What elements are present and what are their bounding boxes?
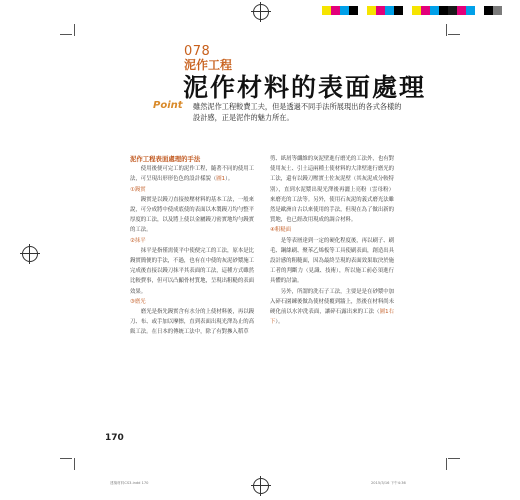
intro-text-end: ）。 xyxy=(225,176,234,183)
color-swatch xyxy=(322,6,331,15)
file-slug: 建築材料CS3.indd 170 xyxy=(110,481,149,485)
paragraph-text-end: ）。 xyxy=(275,319,284,326)
color-swatch xyxy=(367,6,376,15)
color-swatch xyxy=(376,6,385,15)
color-swatch xyxy=(412,6,421,15)
registration-mark-top xyxy=(253,4,269,20)
section-heading: 泥作工程表面處理的手法 xyxy=(130,155,201,163)
subsection-heading: ③磨光 xyxy=(130,298,146,305)
paragraph: 抹平是指僅需使平中使便完工的工法，原本是比鏝實簡便的手法，不過，也有在中使的灰泥砂漿施工完成後直接以鏝刀抹平其表面的工法，這種方式雖然比較費事，但可以凸顯骨材質地，呈現出粗糙的表面效果。 xyxy=(130,247,255,295)
color-swatch xyxy=(421,6,430,15)
paragraph xyxy=(270,287,394,328)
paragraph: 鏝實是以鏝刀直接按壓材料的基本工法，一般來說，可分成將中使成底使的表面以木製鏝刀均勻整平厚度的工法，以及將上使以金屬鏝刀密實地均勻鏝實的工法。 xyxy=(130,196,255,234)
crop-mark xyxy=(60,458,72,459)
color-swatch xyxy=(403,6,412,15)
chapter-category: 泥作工程 xyxy=(184,58,233,72)
paragraph: 磨光是指先鏝實含有水分的上使材料後，再以鏝刀、布、或手加以摩擦，直到表面出現光澤為止的高級工法。在日本的傳統工法中，除了有對摻入稻草 xyxy=(130,309,255,336)
right-column xyxy=(270,154,394,327)
crop-mark xyxy=(446,24,447,36)
color-swatch xyxy=(493,6,502,15)
color-swatch xyxy=(358,6,367,15)
page-number: 170 xyxy=(105,433,124,443)
paragraph: 是等表層達到一定的硬化程度後，再以刷子、刷毛、鋼絲刷、聚苯乙烯板等工具使刷表面，創造出具設計感的粗糙面，因為最終呈現的表面效果取決於施工者的判斷力（見識、技術），所以施工前必須進行具體的討論。 xyxy=(270,237,395,285)
crop-mark xyxy=(448,34,460,35)
color-swatch xyxy=(331,6,340,15)
color-swatch xyxy=(394,6,403,15)
color-swatch xyxy=(466,6,475,15)
color-swatch xyxy=(439,6,448,15)
color-swatch xyxy=(349,6,358,15)
color-swatch xyxy=(340,6,349,15)
color-swatch xyxy=(430,6,439,15)
intro-paragraph xyxy=(130,164,254,184)
crop-mark xyxy=(446,458,447,470)
paragraph-text: 另外，所謂的洗石子工法，主要是是在砂漿中加入碎石園練後做為使材使覆到牆上，然後在材料尚未硬化前以水沖洗表面，讓碎石露出來的工法（ xyxy=(270,288,395,316)
subsection-heading: ①鏝實 xyxy=(130,186,146,193)
color-swatch xyxy=(475,6,484,15)
left-column xyxy=(130,154,254,338)
crop-mark xyxy=(448,458,460,459)
page-title: 泥作材料的表面處理 xyxy=(183,73,427,102)
figure-reference: 圖1 xyxy=(216,176,226,183)
subsection-heading: ②抹平 xyxy=(130,237,146,244)
paragraph: 剪、紙屑等纖維的灰泥壁進行磨光的工法外，也有對使用灰土、引土這兩種土使材料的大津壁進行磨光的工法，還有以鏝刀壓實土佐灰泥壁（其灰泥成分較特別），直到水泥漿出現光澤後再灑上亮粉（雲母粉）來磨光的工法等。另外，使用石灰泥的義式磨光法雖然是歐洲自古以來使用的手法，但現在為了做出新的質地，也已經改用現成的調合材料。 xyxy=(270,156,394,224)
color-swatch xyxy=(385,6,394,15)
color-swatch xyxy=(457,6,466,15)
color-swatch xyxy=(448,6,457,15)
color-bar xyxy=(322,6,502,15)
crop-mark xyxy=(74,24,75,36)
crop-mark xyxy=(60,34,72,35)
point-label: Point xyxy=(153,100,183,111)
crop-mark xyxy=(74,458,75,470)
registration-mark-left xyxy=(22,246,38,262)
subsection-heading: ④粗糙面 xyxy=(270,227,292,234)
point-summary: 雖然泥作工程較費工夫，但是透過不同手法所展現出的各式各樣的設計感，正是泥作的魅力所在。 xyxy=(193,102,402,122)
print-timestamp: 2015/3/16 下午4:36 xyxy=(371,481,406,485)
figure-reference: 圖1右下 xyxy=(270,309,394,326)
chapter-number: 078 xyxy=(184,44,211,59)
registration-mark-bottom xyxy=(253,478,269,494)
intro-text: 使用後便可完工的泥作工程，隨著不同的使用工法，可呈現出形形色色的設計樣貌（ xyxy=(130,166,255,183)
color-swatch xyxy=(484,6,493,15)
